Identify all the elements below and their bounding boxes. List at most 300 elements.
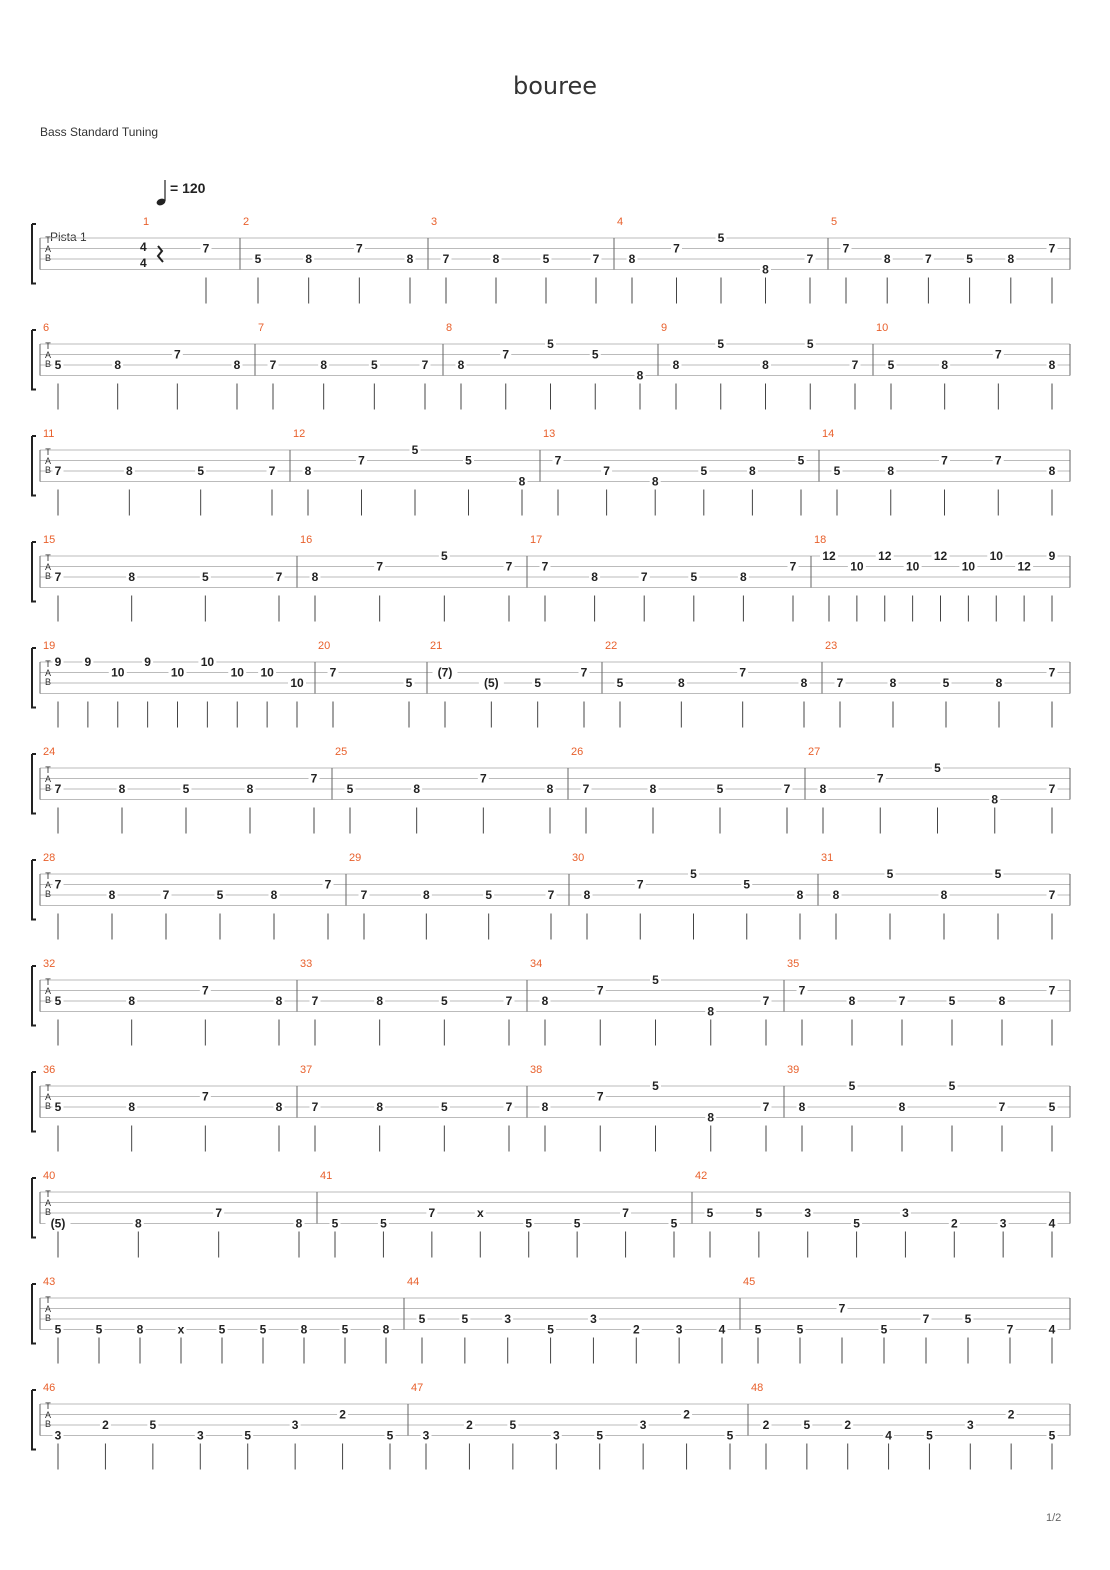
fret-number: 7 bbox=[592, 252, 600, 266]
fret-number: 10 bbox=[200, 655, 215, 669]
track-name: Pista 1 bbox=[50, 230, 87, 244]
tab-clef-letter: A bbox=[44, 880, 52, 890]
fret-number: 10 bbox=[905, 559, 920, 574]
tab-clef-letter: A bbox=[44, 986, 52, 996]
measure-number: 18 bbox=[814, 534, 827, 546]
fret-number: 8 bbox=[940, 888, 948, 902]
fret-number: 8 bbox=[649, 782, 657, 796]
fret-number: 7 bbox=[1048, 241, 1056, 256]
fret-number: 8 bbox=[672, 358, 680, 372]
fret-number: 7 bbox=[311, 994, 319, 1008]
fret-number: 5 bbox=[95, 1322, 103, 1337]
fret-number: 2 bbox=[466, 1418, 473, 1432]
fret-number: 5 bbox=[573, 1216, 581, 1231]
tab-clef-letter: T bbox=[45, 765, 51, 775]
fret-number: 5 bbox=[934, 761, 941, 775]
fret-number: 12 bbox=[878, 549, 892, 563]
system-bracket bbox=[32, 966, 36, 1026]
fret-number: 8 bbox=[134, 1216, 142, 1231]
fret-number: 5 bbox=[509, 1418, 517, 1432]
fret-number: 7 bbox=[502, 347, 510, 362]
measure-number: 45 bbox=[743, 1276, 756, 1288]
measure-number: 30 bbox=[572, 852, 585, 864]
fret-number: 8 bbox=[707, 1004, 715, 1019]
system-bracket bbox=[32, 1284, 36, 1344]
measure-number: 7 bbox=[258, 322, 265, 334]
fret-number: 7 bbox=[554, 453, 562, 468]
fret-number: 7 bbox=[783, 782, 791, 796]
measure-number: 10 bbox=[876, 322, 889, 334]
fret-number: 7 bbox=[421, 358, 429, 372]
fret-number: 8 bbox=[740, 570, 747, 584]
tab-clef-letter: A bbox=[44, 1092, 52, 1102]
measure-number: 14 bbox=[822, 428, 835, 440]
fret-number: 7 bbox=[596, 983, 604, 998]
fret-number: 8 bbox=[541, 994, 549, 1008]
fret-number: 7 bbox=[428, 1206, 436, 1220]
tab-clef-letter: T bbox=[45, 659, 51, 669]
system-bracket bbox=[32, 330, 36, 390]
fret-number: 7 bbox=[479, 771, 487, 786]
fret-number: 7 bbox=[806, 252, 814, 266]
system-bracket bbox=[32, 648, 36, 708]
fret-number: 8 bbox=[887, 464, 895, 478]
measure-number: 8 bbox=[446, 322, 453, 334]
tab-clef-letter: T bbox=[45, 871, 51, 881]
fret-number: 5 bbox=[652, 973, 659, 987]
fret-number: 10 bbox=[850, 559, 864, 574]
fret-number: 5 bbox=[216, 888, 224, 902]
measure-number: 1 bbox=[143, 216, 150, 228]
tab-system bbox=[32, 640, 1070, 728]
fret-number: 7 bbox=[876, 771, 884, 786]
fret-number: 5 bbox=[182, 782, 190, 796]
fret-number: 7 bbox=[836, 676, 844, 690]
fret-number: x bbox=[177, 1322, 185, 1337]
fret-number: 5 bbox=[1048, 1428, 1056, 1443]
fret-number: 5 bbox=[380, 1216, 387, 1231]
fret-number: 8 bbox=[275, 1100, 283, 1114]
fret-number: 5 bbox=[259, 1322, 267, 1337]
tab-clef-letter: A bbox=[44, 1410, 52, 1420]
fret-number: 7 bbox=[201, 1089, 209, 1104]
tab-clef-letter: A bbox=[44, 350, 52, 360]
system-bracket bbox=[32, 542, 36, 602]
fret-number: 7 bbox=[360, 888, 368, 902]
fret-number: 3 bbox=[552, 1428, 560, 1443]
fret-number: 7 bbox=[994, 347, 1002, 362]
measure-number: 48 bbox=[751, 1382, 764, 1394]
fret-number: 5 bbox=[331, 1216, 339, 1231]
fret-number: 3 bbox=[804, 1206, 812, 1220]
fret-number: 7 bbox=[994, 453, 1002, 468]
measure-number: 16 bbox=[300, 534, 313, 546]
fret-number: 8 bbox=[128, 570, 136, 584]
fret-number: 5 bbox=[670, 1216, 678, 1231]
fret-number: 8 bbox=[233, 358, 241, 372]
fret-number: 4 bbox=[885, 1428, 892, 1443]
fret-number: 7 bbox=[580, 665, 588, 680]
fret-number: 8 bbox=[991, 792, 999, 807]
fret-number: 5 bbox=[717, 337, 725, 351]
score-title: bouree bbox=[513, 72, 597, 100]
fret-number: 7 bbox=[541, 559, 549, 574]
fret-number: 7 bbox=[505, 1100, 513, 1114]
fret-number: 5 bbox=[942, 676, 950, 690]
fret-number: 5 bbox=[341, 1322, 349, 1337]
measure-number: 29 bbox=[349, 852, 362, 864]
measure-number: 34 bbox=[530, 958, 543, 970]
measure-number: 3 bbox=[431, 216, 438, 228]
fret-number: 3 bbox=[675, 1322, 683, 1337]
fret-number: 5 bbox=[948, 1079, 956, 1093]
system-bracket bbox=[32, 1390, 36, 1450]
fret-number: (5) bbox=[50, 1216, 66, 1231]
fret-number: 5 bbox=[833, 464, 841, 478]
tab-system bbox=[32, 534, 1070, 622]
measure-number: 26 bbox=[571, 746, 584, 758]
fret-number: 7 bbox=[622, 1206, 629, 1220]
fret-number: 8 bbox=[762, 262, 769, 277]
tab-clef-letter: T bbox=[45, 1401, 51, 1411]
fret-number: 5 bbox=[926, 1428, 933, 1443]
fret-number: 8 bbox=[118, 782, 126, 796]
time-signature-top: 4 bbox=[140, 240, 147, 254]
fret-number: 10 bbox=[170, 665, 185, 680]
fret-number: 7 bbox=[358, 453, 365, 468]
fret-number: 8 bbox=[541, 1100, 549, 1114]
measure-number: 20 bbox=[318, 640, 331, 652]
fret-number: 8 bbox=[422, 888, 430, 902]
fret-number: 5 bbox=[54, 994, 62, 1008]
tab-clef-letter: A bbox=[44, 562, 52, 572]
fret-number: 7 bbox=[355, 241, 363, 256]
fret-number: 5 bbox=[386, 1428, 394, 1443]
fret-number: 7 bbox=[173, 347, 181, 362]
fret-number: 5 bbox=[405, 676, 413, 690]
fret-number: 7 bbox=[376, 559, 384, 574]
fret-number: 2 bbox=[1007, 1407, 1015, 1422]
fret-number: 5 bbox=[797, 453, 805, 468]
fret-number: 8 bbox=[628, 252, 636, 266]
tab-clef-letter: T bbox=[45, 1189, 51, 1199]
fret-number: 7 bbox=[442, 252, 450, 266]
measure-number: 5 bbox=[831, 216, 838, 228]
measure-number: 46 bbox=[43, 1382, 56, 1394]
measure-number: 41 bbox=[320, 1170, 333, 1182]
fret-number: 5 bbox=[706, 1206, 714, 1220]
fret-number: 12 bbox=[822, 549, 836, 563]
fret-number: 8 bbox=[457, 358, 465, 372]
fret-number: 8 bbox=[1007, 252, 1015, 266]
fret-number: 7 bbox=[329, 665, 337, 680]
fret-number: 7 bbox=[851, 358, 859, 372]
tab-clef-letter: B bbox=[44, 677, 52, 687]
fret-number: 3 bbox=[966, 1418, 974, 1432]
system-bracket bbox=[32, 1178, 36, 1238]
fret-number: 8 bbox=[270, 888, 278, 902]
fret-number: 7 bbox=[547, 888, 555, 902]
fret-number: 5 bbox=[964, 1312, 972, 1326]
fret-number: 5 bbox=[754, 1322, 762, 1337]
fret-number: 8 bbox=[1048, 464, 1056, 478]
fret-number: 5 bbox=[411, 443, 419, 457]
fret-number: 8 bbox=[311, 570, 319, 584]
measure-number: 9 bbox=[661, 322, 668, 334]
fret-number: 7 bbox=[54, 782, 62, 796]
fret-number: 10 bbox=[260, 665, 274, 680]
system-bracket bbox=[32, 860, 36, 920]
fret-number: 8 bbox=[651, 474, 659, 489]
tab-system bbox=[32, 852, 1070, 940]
fret-number: 7 bbox=[269, 358, 277, 372]
fret-number: (5) bbox=[483, 676, 499, 690]
fret-number: 7 bbox=[505, 559, 513, 574]
measure-number: 36 bbox=[43, 1064, 56, 1076]
fret-number: 5 bbox=[525, 1216, 533, 1231]
fret-number: 8 bbox=[832, 888, 840, 902]
fret-number: 7 bbox=[202, 241, 210, 256]
fret-number: 2 bbox=[339, 1407, 346, 1422]
fret-number: 8 bbox=[583, 888, 591, 902]
fret-number: 7 bbox=[1048, 782, 1056, 796]
fret-number: 5 bbox=[149, 1418, 157, 1432]
fret-number: 8 bbox=[998, 994, 1006, 1008]
tab-clef-letter: B bbox=[44, 253, 52, 263]
fret-number: 4 bbox=[1048, 1216, 1056, 1231]
fret-number: 7 bbox=[842, 241, 850, 256]
fret-number: 7 bbox=[311, 1100, 319, 1114]
fret-number: 5 bbox=[254, 252, 262, 266]
fret-number: 8 bbox=[898, 1100, 906, 1114]
fret-number: 7 bbox=[922, 1312, 930, 1326]
measure-number: 28 bbox=[43, 852, 56, 864]
fret-number: 7 bbox=[54, 464, 62, 478]
fret-number: 5 bbox=[848, 1079, 856, 1093]
fret-number: 8 bbox=[382, 1322, 390, 1337]
fret-number: 5 bbox=[218, 1322, 226, 1337]
fret-number: 9 bbox=[144, 655, 151, 669]
measure-number: 39 bbox=[787, 1064, 800, 1076]
tab-clef-letter: T bbox=[45, 235, 51, 245]
fret-number: 8 bbox=[518, 474, 526, 489]
fret-number: 5 bbox=[796, 1322, 804, 1337]
fret-number: 5 bbox=[534, 676, 542, 690]
tab-clef-letter: B bbox=[44, 359, 52, 369]
fret-number: (7) bbox=[437, 665, 453, 680]
fret-number: 8 bbox=[819, 782, 827, 796]
fret-number: 5 bbox=[485, 888, 493, 902]
fret-number: 5 bbox=[616, 676, 624, 690]
measure-number: 38 bbox=[530, 1064, 543, 1076]
measure-number: 22 bbox=[605, 640, 618, 652]
fret-number: 5 bbox=[418, 1312, 426, 1326]
fret-number: 7 bbox=[640, 570, 648, 584]
measure-number: 42 bbox=[695, 1170, 708, 1182]
page-number: 1/2 bbox=[1046, 1512, 1062, 1524]
fret-number: 9 bbox=[54, 655, 62, 669]
tab-clef-letter: T bbox=[45, 553, 51, 563]
tab-clef-letter: B bbox=[44, 465, 52, 475]
fret-number: 7 bbox=[1006, 1322, 1014, 1337]
fret-number: 8 bbox=[275, 994, 283, 1008]
fret-number: 4 bbox=[718, 1322, 726, 1337]
fret-number: 8 bbox=[246, 782, 254, 796]
measure-number: 12 bbox=[293, 428, 306, 440]
measure-number: 37 bbox=[300, 1064, 313, 1076]
fret-number: 5 bbox=[54, 1322, 62, 1337]
fret-number: 8 bbox=[707, 1110, 715, 1125]
fret-number: 2 bbox=[683, 1407, 690, 1422]
fret-number: 8 bbox=[889, 676, 897, 690]
fret-number: 10 bbox=[230, 665, 244, 680]
fret-number: 5 bbox=[197, 464, 205, 478]
tab-clef-letter: T bbox=[45, 447, 51, 457]
fret-number: 8 bbox=[591, 570, 598, 584]
fret-number: 5 bbox=[880, 1322, 888, 1337]
tab-system bbox=[32, 322, 1070, 410]
fret-number: 5 bbox=[547, 337, 554, 351]
fret-number: 8 bbox=[406, 252, 414, 266]
fret-number: 9 bbox=[1048, 549, 1056, 563]
tab-clef-letter: B bbox=[44, 995, 52, 1005]
fret-number: 5 bbox=[596, 1428, 604, 1443]
tab-system bbox=[32, 1276, 1070, 1364]
fret-number: 8 bbox=[492, 252, 500, 266]
fret-number: 8 bbox=[546, 782, 554, 796]
system-bracket bbox=[32, 754, 36, 814]
measure-number: 40 bbox=[43, 1170, 56, 1182]
fret-number: 5 bbox=[440, 549, 448, 563]
fret-number: 8 bbox=[1048, 358, 1056, 372]
fret-number: 7 bbox=[739, 665, 747, 680]
fret-number: 8 bbox=[295, 1216, 303, 1231]
fret-number: 5 bbox=[542, 252, 550, 266]
fret-number: 5 bbox=[994, 867, 1002, 881]
fret-number: 5 bbox=[440, 994, 448, 1008]
tab-system bbox=[32, 1064, 1070, 1152]
tab-clef-letter: A bbox=[44, 244, 52, 254]
fret-number: 8 bbox=[114, 358, 122, 372]
fret-number: 5 bbox=[803, 1418, 811, 1432]
fret-number: 5 bbox=[700, 464, 708, 478]
fret-number: 8 bbox=[300, 1322, 308, 1337]
fret-number: 3 bbox=[902, 1206, 909, 1220]
fret-number: 8 bbox=[883, 252, 891, 266]
tab-system bbox=[32, 1170, 1070, 1258]
fret-number: 5 bbox=[461, 1312, 469, 1326]
fret-number: 7 bbox=[941, 453, 948, 468]
fret-number: 5 bbox=[948, 994, 956, 1008]
measure-number: 19 bbox=[43, 640, 56, 652]
measure-number: 6 bbox=[43, 322, 50, 334]
fret-number: 5 bbox=[853, 1216, 860, 1231]
measure-number: 23 bbox=[825, 640, 838, 652]
tab-system bbox=[32, 746, 1070, 834]
fret-number: 10 bbox=[989, 549, 1003, 563]
fret-number: 5 bbox=[370, 358, 378, 372]
fret-number: 7 bbox=[925, 252, 932, 266]
tab-clef-letter: A bbox=[44, 1198, 52, 1208]
tab-clef-letter: T bbox=[45, 1083, 51, 1093]
tab-system bbox=[32, 428, 1070, 516]
fret-number: 7 bbox=[636, 877, 644, 892]
fret-number: 8 bbox=[128, 994, 136, 1008]
fret-number: 7 bbox=[215, 1206, 223, 1220]
fret-number: 7 bbox=[998, 1100, 1006, 1114]
fret-number: 3 bbox=[422, 1428, 430, 1443]
fret-number: 2 bbox=[102, 1418, 109, 1432]
fret-number: 3 bbox=[504, 1312, 512, 1326]
fret-number: 2 bbox=[950, 1216, 958, 1231]
fret-number: 7 bbox=[596, 1089, 604, 1104]
tab-clef-letter: A bbox=[44, 456, 52, 466]
fret-number: 8 bbox=[413, 782, 421, 796]
fret-number: 8 bbox=[376, 1100, 384, 1114]
fret-number: 5 bbox=[547, 1322, 554, 1337]
fret-number: 7 bbox=[310, 771, 318, 786]
fret-number: 5 bbox=[652, 1079, 659, 1093]
tab-clef-letter: T bbox=[45, 977, 51, 987]
tab-clef-letter: A bbox=[44, 1304, 52, 1314]
fret-number: x bbox=[476, 1206, 484, 1220]
fret-number: 8 bbox=[128, 1100, 136, 1114]
fret-number: 7 bbox=[162, 888, 170, 902]
fret-number: 8 bbox=[800, 676, 808, 690]
measure-number: 13 bbox=[543, 428, 556, 440]
fret-number: 7 bbox=[54, 570, 62, 584]
measure-number: 31 bbox=[821, 852, 834, 864]
measure-number: 47 bbox=[411, 1382, 424, 1394]
fret-number: 5 bbox=[690, 867, 697, 881]
fret-number: 2 bbox=[632, 1322, 640, 1337]
measure-number: 32 bbox=[43, 958, 56, 970]
fret-number: 8 bbox=[376, 994, 384, 1008]
fret-number: 5 bbox=[726, 1428, 734, 1443]
measure-number: 2 bbox=[243, 216, 250, 228]
fret-number: 2 bbox=[762, 1418, 770, 1432]
fret-number: 7 bbox=[505, 994, 513, 1008]
tab-system bbox=[32, 216, 1070, 304]
fret-number: 3 bbox=[999, 1216, 1007, 1231]
fret-number: 3 bbox=[639, 1418, 647, 1432]
fret-number: 8 bbox=[304, 464, 312, 478]
fret-number: 7 bbox=[798, 983, 806, 998]
tab-system bbox=[32, 958, 1070, 1046]
system-bracket bbox=[32, 1072, 36, 1132]
fret-number: 7 bbox=[54, 877, 62, 892]
fret-number: 7 bbox=[603, 464, 610, 478]
fret-number: 5 bbox=[201, 570, 209, 584]
fret-number: 7 bbox=[838, 1301, 846, 1316]
tab-clef-letter: T bbox=[45, 341, 51, 351]
fret-number: 12 bbox=[1017, 559, 1031, 574]
fret-number: 7 bbox=[268, 464, 276, 478]
tuning-label: Bass Standard Tuning bbox=[40, 125, 159, 139]
system-bracket bbox=[32, 436, 36, 496]
tab-clef-letter: B bbox=[44, 889, 52, 899]
time-signature-bottom: 4 bbox=[140, 256, 147, 270]
fret-number: 7 bbox=[582, 782, 590, 796]
measure-number: 25 bbox=[335, 746, 348, 758]
fret-number: 8 bbox=[677, 676, 685, 690]
fret-number: 7 bbox=[898, 994, 906, 1008]
fret-number: 5 bbox=[755, 1206, 763, 1220]
fret-number: 9 bbox=[84, 655, 92, 669]
fret-number: 8 bbox=[762, 358, 769, 372]
fret-number: 5 bbox=[244, 1428, 252, 1443]
tab-clef-letter: T bbox=[45, 1295, 51, 1305]
